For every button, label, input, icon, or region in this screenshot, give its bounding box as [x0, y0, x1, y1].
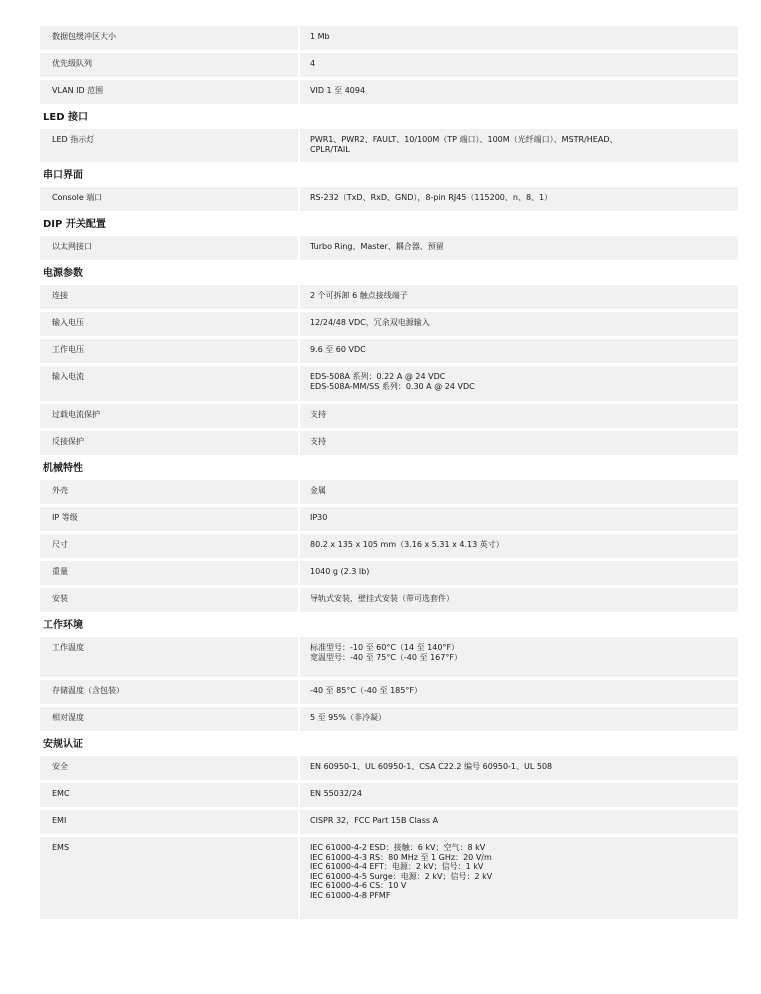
spec-key: 过载电流保护 — [52, 410, 100, 419]
spec-key: 反接保护 — [52, 437, 84, 446]
spec-row-operating-temperature — [40, 637, 738, 677]
spec-key: EMC — [52, 789, 70, 798]
spec-value: 1040 g (2.3 lb) — [298, 561, 738, 585]
spec-row-input-current — [40, 366, 738, 401]
spec-section — [40, 615, 738, 731]
spec-row-safety — [40, 756, 738, 780]
spec-row-weight — [40, 561, 738, 585]
spec-row-relative-humidity — [40, 707, 738, 731]
spec-key: EMS — [52, 843, 70, 852]
spec-row-emi — [40, 810, 738, 834]
spec-row-reverse-protection — [40, 431, 738, 455]
spec-value: VID 1 至 4094 — [298, 80, 738, 104]
spec-row-connection — [40, 285, 738, 309]
spec-value: CISPR 32，FCC Part 15B Class A — [298, 810, 738, 834]
spec-key: 存储温度（含包装） — [52, 686, 124, 695]
spec-key: 安全 — [52, 762, 68, 771]
spec-section — [40, 263, 738, 455]
section-title: 安规认证 — [43, 739, 83, 750]
spec-value: PWR1、PWR2、FAULT、10/100M（TP 端口）、100M（光纤端口）、MSTR/HEAD、 CPLR/TAIL — [298, 129, 738, 162]
spec-row-ems — [40, 837, 738, 919]
spec-value: 12/24/48 VDC，冗余双电源输入 — [298, 312, 738, 336]
spec-row-vlan-range — [40, 80, 738, 104]
spec-row-packet-buffer — [40, 26, 738, 50]
spec-value: IEC 61000-4-2 ESD：接触：6 kV；空气：8 kV IEC 61000-4-3 RS：80 MHz 至 1 GHz：20 V/m IEC 61000-4-4 EFT：电源：2 kV；信号：1 kV IEC 61000-4-5 Surge：电源：2 kV；信号：2 kV IEC 61000-4-6 CS：10 V IEC 61000-4-8 PFMF — [298, 837, 738, 919]
spec-value: 支持 — [298, 404, 738, 428]
spec-key: 重量 — [52, 567, 68, 576]
spec-value: IP30 — [298, 507, 738, 531]
spec-row-overload-protection — [40, 404, 738, 428]
spec-value: 5 至 95%（非冷凝） — [298, 707, 738, 731]
spec-value: RS-232（TxD、RxD、GND），8-pin RJ45（115200、n、8、1） — [298, 187, 738, 211]
section-title: LED 接口 — [43, 112, 88, 123]
section-title: 工作环境 — [43, 620, 83, 631]
section-title: 电源参数 — [43, 268, 83, 279]
spec-row-installation — [40, 588, 738, 612]
spec-section — [40, 458, 738, 612]
spec-value: 金属 — [298, 480, 738, 504]
spec-table — [40, 26, 738, 922]
section-title: 机械特性 — [43, 463, 83, 474]
spec-value: EDS-508A 系列：0.22 A @ 24 VDC EDS-508A-MM/SS 系列：0.30 A @ 24 VDC — [298, 366, 738, 401]
spec-value: Turbo Ring、Master、耦合器、预留 — [298, 236, 738, 260]
spec-row-console-port — [40, 187, 738, 211]
spec-key: 以太网接口 — [52, 242, 92, 251]
spec-value: 标准型号：-10 至 60°C（14 至 140°F） 宽温型号：-40 至 75°C（-40 至 167°F） — [298, 637, 738, 677]
spec-row-ip-rating — [40, 507, 738, 531]
spec-value: 2 个可拆卸 6 触点接线端子 — [298, 285, 738, 309]
spec-section — [40, 107, 738, 162]
spec-section — [40, 165, 738, 211]
spec-key: 外壳 — [52, 486, 68, 495]
spec-key: VLAN ID 范围 — [52, 86, 104, 95]
spec-section — [40, 214, 738, 260]
spec-row-operating-voltage — [40, 339, 738, 363]
spec-row-input-voltage — [40, 312, 738, 336]
spec-row-led-indicators — [40, 129, 738, 162]
spec-value: 导轨式安装，壁挂式安装（带可选套件） — [298, 588, 738, 612]
spec-key: 优先级队列 — [52, 59, 92, 68]
spec-key: EMI — [52, 816, 67, 825]
spec-key: 相对湿度 — [52, 713, 84, 722]
spec-row-storage-temperature — [40, 680, 738, 704]
spec-row-ethernet-interface — [40, 236, 738, 260]
section-title: 串口界面 — [43, 170, 83, 181]
spec-key: 工作温度 — [52, 643, 84, 652]
spec-key: Console 端口 — [52, 193, 103, 202]
spec-value: -40 至 85°C（-40 至 185°F） — [298, 680, 738, 704]
spec-key: 连接 — [52, 291, 68, 300]
spec-key: 输入电流 — [52, 372, 84, 381]
spec-key: 数据包缓冲区大小 — [52, 32, 116, 41]
spec-value: 支持 — [298, 431, 738, 455]
section-title: DIP 开关配置 — [43, 219, 106, 230]
spec-value: 9.6 至 60 VDC — [298, 339, 738, 363]
spec-key: 工作电压 — [52, 345, 84, 354]
spec-row-priority-queues — [40, 53, 738, 77]
spec-row-emc — [40, 783, 738, 807]
spec-key: IP 等级 — [52, 513, 78, 522]
spec-section — [40, 26, 738, 104]
spec-key: 尺寸 — [52, 540, 68, 549]
spec-value: 1 Mb — [298, 26, 738, 50]
spec-value: 80.2 x 135 x 105 mm（3.16 x 5.31 x 4.13 英寸） — [298, 534, 738, 558]
spec-value: EN 55032/24 — [298, 783, 738, 807]
spec-key: 安装 — [52, 594, 68, 603]
spec-key: LED 指示灯 — [52, 135, 95, 144]
spec-section — [40, 734, 738, 919]
spec-value: EN 60950-1、UL 60950-1、CSA C22.2 编号 60950-1、UL 508 — [298, 756, 738, 780]
spec-value: 4 — [298, 53, 738, 77]
spec-row-housing — [40, 480, 738, 504]
spec-key: 输入电压 — [52, 318, 84, 327]
spec-row-dimensions — [40, 534, 738, 558]
